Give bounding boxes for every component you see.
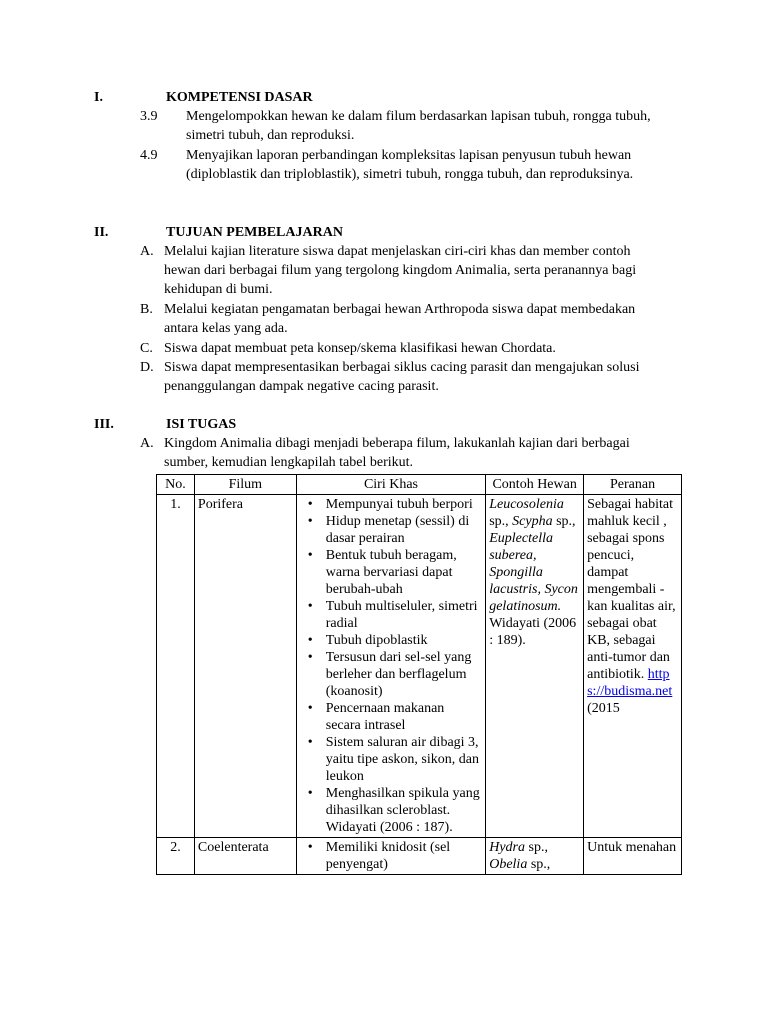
species-name: Euplectella suberea, xyxy=(489,531,553,563)
species-name: Scypha xyxy=(512,514,553,529)
item-label: 3.9 xyxy=(140,109,158,124)
species-name: Sycon gelatinosum. xyxy=(489,582,578,614)
cell-peranan xyxy=(584,495,682,838)
species-suffix: sp., xyxy=(530,857,551,872)
table-row xyxy=(157,495,682,838)
species-name: Leucosolenia xyxy=(489,497,564,512)
peranan-text: Sebagai habitat mahluk kecil , sebagai spons pencuci, dampat mengembali -kan kualitas air, sebagai obat KB, sebagai anti-tumor dan antibiotik. xyxy=(587,497,676,682)
filum-table xyxy=(156,474,682,875)
cell-no: 1. xyxy=(157,495,195,838)
list-item: • Tubuh dipoblastik xyxy=(326,632,482,649)
cell-filum: Porifera xyxy=(194,495,296,838)
cell-contoh-hewan xyxy=(486,838,584,875)
section-number: II. xyxy=(94,225,109,240)
list-item: • Memiliki knidosit (sel penyengat) xyxy=(326,839,482,873)
list-item: • Tersusun dari sel-sel yang berleher dan berflagelum (koanosit) xyxy=(326,649,482,700)
header-filum: Filum xyxy=(194,475,296,495)
item-label: A. xyxy=(140,436,154,451)
list-item: • Menghasilkan spikula yang dihasilkan scleroblast. Widayati (2006 : 187). xyxy=(326,785,482,836)
item-label: C. xyxy=(140,341,153,356)
list-item: • Mempunyai tubuh berpori xyxy=(326,496,482,513)
species-suffix: sp., xyxy=(489,514,509,529)
header-contoh-hewan: Contoh Hewan xyxy=(486,475,584,495)
cell-contoh-hewan xyxy=(486,495,584,838)
cell-filum: Coelenterata xyxy=(194,838,296,875)
item-text: Siswa dapat membuat peta konsep/skema klasifikasi hewan Chordata. xyxy=(164,341,556,356)
header-no: No. xyxy=(157,475,195,495)
item-label: 4.9 xyxy=(140,148,158,163)
list-item: • Tubuh multiseluler, simetri radial xyxy=(326,598,482,632)
cell-peranan: Untuk menahan xyxy=(584,838,682,875)
item-text: Melalui kajian literature siswa dapat menjelaskan ciri-ciri khas dan member contoh hewan dari berbagai filum yang tergolong kingdom Animalia, serta peranannya bagi kehidupan di bumi. xyxy=(164,244,637,297)
section-title: ISI TUGAS xyxy=(166,417,237,432)
list-item: • Sistem saluran air dibagi 3, yaitu tipe askon, sikon, dan leukon xyxy=(326,734,482,785)
item-label: D. xyxy=(140,360,154,375)
item-text: Kingdom Animalia dibagi menjadi beberapa filum, lakukanlah kajian dari berbagai sumber, kemudian lengkapilah tabel berikut. xyxy=(164,436,630,470)
list-item: • Pencernaan makanan secara intrasel xyxy=(326,700,482,734)
cell-no: 2. xyxy=(157,838,195,875)
item-text: Menyajikan laporan perbandingan kompleksitas lapisan penyusun tubuh hewan (diploblastik dan triploblastik), simetri tubuh, rongga tubuh, dan reproduksinya. xyxy=(186,148,634,182)
species-suffix: sp., xyxy=(556,514,576,529)
header-ciri-khas: Ciri Khas xyxy=(296,475,485,495)
species-suffix: sp., xyxy=(528,840,548,855)
list-item: • Hidup menetap (sessil) di dasar perairan xyxy=(326,513,482,547)
reference: Widayati (2006 : 189). xyxy=(489,616,577,648)
species-name: Obelia xyxy=(489,857,528,872)
item-text: Melalui kegiatan pengamatan berbagai hewan Arthropoda siswa dapat membedakan antara kelas yang ada. xyxy=(164,302,636,336)
table-header-row xyxy=(157,475,682,495)
reference-link[interactable]: https://budisma.net xyxy=(587,667,673,699)
reference-year: (2015 xyxy=(587,701,620,716)
species-name: Spongilla lacustris, xyxy=(489,565,543,597)
item-text: Mengelompokkan hewan ke dalam filum berdasarkan lapisan tubuh, rongga tubuh, simetri tubuh, dan reproduksi. xyxy=(186,109,651,143)
cell-ciri-khas xyxy=(296,838,485,875)
section-number: III. xyxy=(94,417,114,432)
header-peranan: Peranan xyxy=(584,475,682,495)
ciri-list xyxy=(300,839,482,873)
species-name: Hydra xyxy=(489,840,525,855)
item-label: B. xyxy=(140,302,153,317)
list-item: • Bentuk tubuh beragam, warna bervariasi dapat berubah-ubah xyxy=(326,547,482,598)
ciri-list xyxy=(300,496,482,836)
cell-ciri-khas xyxy=(296,495,485,838)
section-title: KOMPETENSI DASAR xyxy=(166,90,313,105)
section-title: TUJUAN PEMBELAJARAN xyxy=(166,225,343,240)
item-text: Siswa dapat mempresentasikan berbagai siklus cacing parasit dan mengajukan solusi penanggulangan dampak negative cacing parasit. xyxy=(164,360,640,394)
table-row xyxy=(157,838,682,875)
section-number: I. xyxy=(94,90,103,105)
item-label: A. xyxy=(140,244,154,259)
